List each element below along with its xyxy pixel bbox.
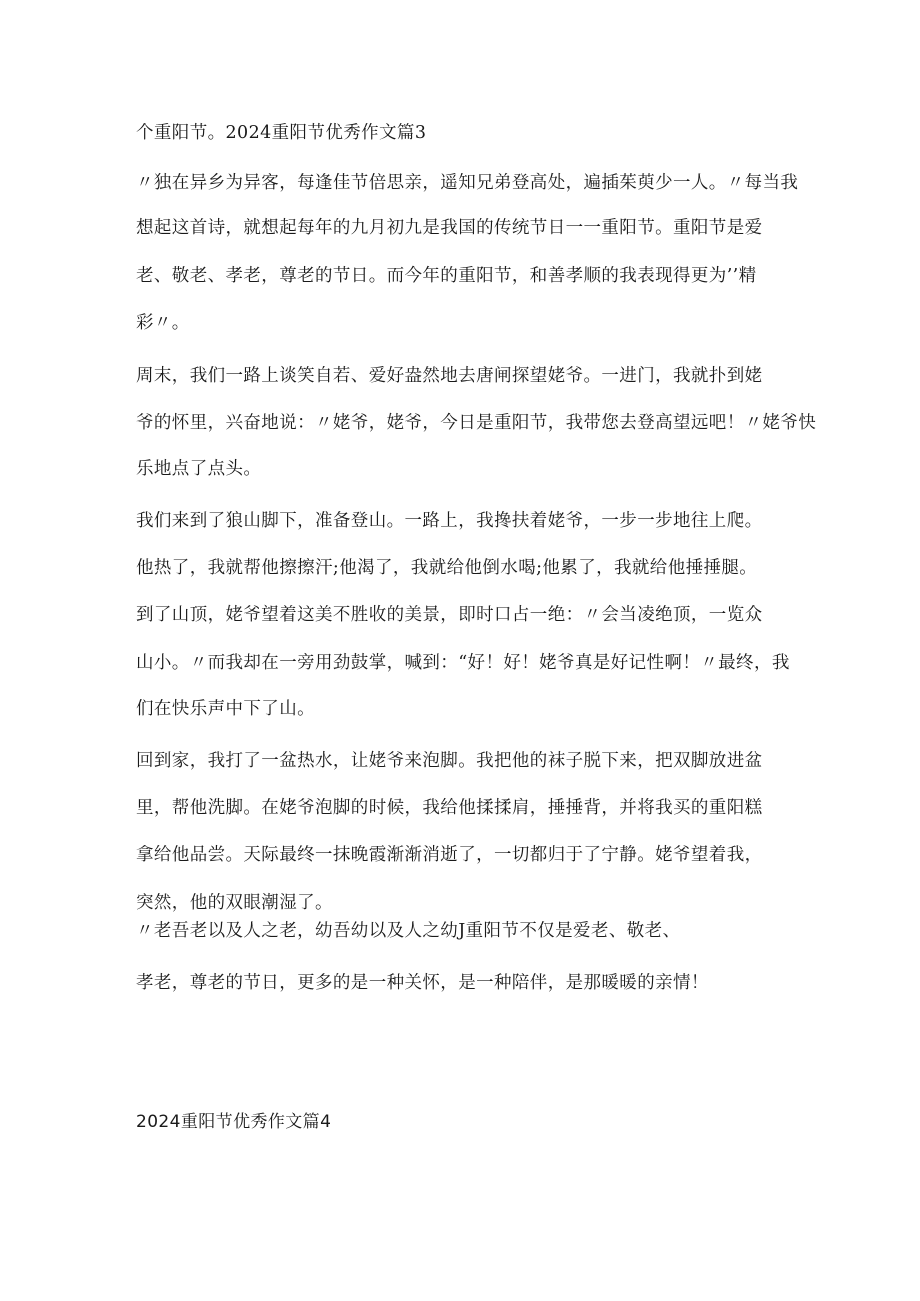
- text-line: 突然，他的双眼潮湿了。: [136, 893, 333, 913]
- text-line: 〃独在异乡为异客，每逢佳节倍思亲，遥知兄弟登高处，遍插茱萸少一人。〃每当我: [136, 173, 799, 193]
- text-line: 我们来到了狼山脚下，准备登山。一路上，我搀扶着姥爷，一步一步地往上爬。: [136, 511, 763, 531]
- text-line: 乐地点了点头。: [136, 459, 262, 479]
- text-line: 想起这首诗，就想起每年的九月初九是我国的传统节日一一重阳节。重阳节是爱: [136, 218, 763, 238]
- text-line: 老、敬老、孝老，尊老的节日。而今年的重阳节，和善孝顺的我表现得更为’’精: [136, 266, 757, 286]
- section-heading-4: 2024重阳节优秀作文篇4: [136, 1112, 332, 1132]
- text-line: 爷的怀里，兴奋地说：〃姥爷，姥爷，今日是重阳节，我带您去登高望远吧！〃姥爷快: [136, 413, 817, 433]
- text-line: 里，帮他洗脚。在姥爷泡脚的时候，我给他揉揉肩，捶捶背，并将我买的重阳糕: [136, 798, 763, 818]
- text-line: 彩〃。: [136, 313, 190, 333]
- text-line: 们在快乐声中下了山。: [136, 699, 315, 719]
- text-line: 他热了，我就帮他擦擦汗;他渴了，我就给他倒水喝;他累了，我就给他捶捶腿。: [136, 558, 758, 578]
- text-line: 山小。〃而我却在一旁用劲鼓掌，喊到：“好！好！姥爷真是好记性啊！〃最终，我: [136, 653, 790, 673]
- text-line: 〃老吾老以及人之老，幼吾幼以及人之幼J重阳节不仅是爱老、敬老、: [136, 921, 681, 941]
- text-line: 孝老，尊老的节日，更多的是一种关怀，是一种陪伴，是那暖暖的亲情！: [136, 973, 709, 993]
- text-line: 到了山顶，姥爷望着这美不胜收的美景，即时口占一绝：〃会当凌绝顶，一览众: [136, 605, 763, 625]
- text-line: 拿给他品尝。天际最终一抹晚霞渐渐消逝了，一切都归于了宁静。姥爷望着我，: [136, 845, 763, 865]
- text-line: 周末，我们一路上谈笑自若、爱好盎然地去唐闸探望姥爷。一进门，我就扑到姥: [136, 366, 763, 386]
- text-line: 回到家，我打了一盆热水，让姥爷来泡脚。我把他的袜子脱下来，把双脚放进盆: [136, 751, 763, 771]
- text-line-title-3: 个重阳节。2024重阳节优秀作文篇3: [136, 123, 427, 143]
